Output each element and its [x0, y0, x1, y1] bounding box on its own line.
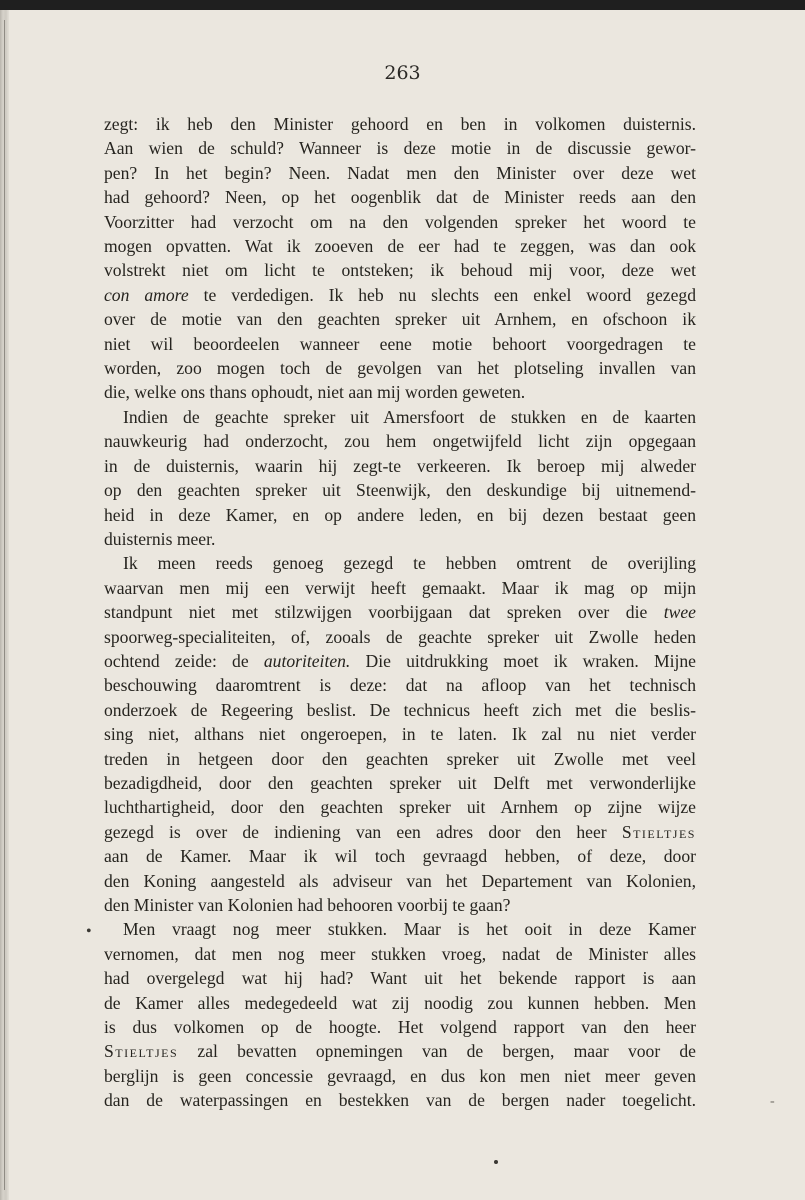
text-segment: onderzoek de Regeering beslist. De technicus heeft zich met die beslis- [104, 699, 696, 720]
text-line [104, 893, 696, 917]
text-line [104, 405, 696, 429]
text-line [104, 478, 696, 502]
text-line [104, 576, 696, 600]
text-line [104, 625, 696, 649]
body-text [104, 112, 696, 1113]
text-line [104, 161, 696, 185]
text-line [104, 698, 696, 722]
text-line [104, 795, 696, 819]
small-caps-name: Stieltjes [104, 1041, 179, 1062]
text-line [104, 966, 696, 990]
text-segment: berglijn is geen concessie gevraagd, en dus kon men niet meer geven [104, 1065, 696, 1086]
text-segment: ochtend zeide: de [104, 650, 264, 671]
margin-dash-mark: - [770, 1094, 775, 1109]
text-segment: sing niet, althans niet ongeroepen, in te laten. Ik zal nu niet verder [104, 724, 696, 745]
binding-line [4, 20, 5, 1190]
text-line [104, 747, 696, 771]
text-segment: is dus volkomen op de hoogte. Het volgend rapport van den heer [104, 1017, 696, 1038]
text-segment: den Koning aangesteld als adviseur van het Departement van Kolonien, [104, 870, 696, 891]
text-line [104, 527, 696, 551]
text-line [104, 673, 696, 697]
text-segment: die, welke ons thans ophoudt, niet aan mij worden geweten. [104, 382, 526, 403]
text-segment: niet wil beoordeelen wanneer eene motie behoort voorgedragen te [104, 333, 696, 354]
text-line [104, 185, 696, 209]
text-line [104, 722, 696, 746]
scan-top-border [0, 0, 805, 10]
text-line [104, 112, 696, 136]
text-line [104, 429, 696, 453]
text-segment: te verdedigen. Ik heb nu slechts een enkel woord gezegd [188, 284, 697, 305]
text-segment: zal bevatten opnemingen van de bergen, maar voor de [178, 1041, 696, 1062]
text-segment: Aan wien de schuld? Wanneer is deze motie in de discussie gewor- [104, 138, 696, 159]
text-line [104, 1015, 696, 1039]
small-caps-name: Stieltjes [621, 821, 696, 842]
text-line [104, 307, 696, 331]
text-segment: de Kamer alles medegedeeld wat zij noodig zou kunnen hebben. Men [104, 992, 696, 1013]
text-line [104, 1088, 696, 1112]
text-line [104, 1039, 696, 1063]
text-segment: Die uitdrukking moet ik wraken. Mijne [350, 650, 696, 671]
text-line [104, 332, 696, 356]
text-segment: Men vraagt nog meer stukken. Maar is het ooit in deze Kamer [123, 919, 696, 940]
text-segment: zegt: ik heb den Minister gehoord en ben in volkomen duisternis. [104, 114, 696, 134]
text-segment: standpunt niet met stilzwijgen voorbijgaan dat spreken over die [104, 602, 664, 623]
text-line [104, 356, 696, 380]
text-segment: heid in deze Kamer, en op andere leden, en bij dezen bestaat geen [104, 504, 696, 525]
italic-phrase: autoriteiten. [263, 650, 351, 671]
text-segment: vernomen, dat men nog meer stukken vroeg, nadat de Minister alles [104, 943, 696, 964]
text-line [104, 258, 696, 282]
text-line [104, 136, 696, 160]
text-segment: worden, zoo mogen toch de gevolgen van het plotseling invallen van [104, 358, 696, 379]
text-segment: volstrekt niet om licht te ontsteken; ik behoud mij voor, deze wet [104, 260, 696, 281]
text-line [104, 942, 696, 966]
text-line [104, 503, 696, 527]
text-segment: duisternis meer. [104, 528, 216, 549]
text-segment: spoorweg-specialiteiten, of, zooals de geachte spreker uit Zwolle heden [104, 626, 696, 647]
text-line [104, 210, 696, 234]
text-line [104, 771, 696, 795]
text-segment: waarvan men mij een verwijt heeft gemaakt. Maar ik mag op mijn [104, 577, 696, 598]
text-segment: aan de Kamer. Maar ik wil toch gevraagd hebben, of deze, door [104, 846, 696, 867]
text-segment: op den geachten spreker uit Steenwijk, den deskundige bij uitnemend- [104, 480, 696, 501]
text-segment: mogen opvatten. Wat ik zooeven de eer had te zeggen, was dan ook [104, 236, 696, 257]
text-segment: had overgelegd wat hij had? Want uit het bekende rapport is aan [104, 968, 696, 989]
text-segment: in de duisternis, waarin hij zegt-te verkeeren. Ik beroep mij alweder [104, 455, 696, 476]
text-segment: treden in hetgeen door den geachten spreker uit Zwolle met veel [104, 748, 696, 769]
text-line [104, 454, 696, 478]
text-segment: nauwkeurig had onderzocht, zou hem ongetwijfeld licht zijn opgegaan [104, 431, 696, 452]
text-line [104, 551, 696, 575]
text-line [104, 917, 696, 941]
text-line [104, 869, 696, 893]
text-line [104, 820, 696, 844]
italic-phrase: con amore [104, 284, 189, 305]
text-line [104, 380, 696, 404]
text-line [104, 991, 696, 1015]
margin-bullet-mark: • [86, 923, 92, 940]
text-segment: Indien de geachte spreker uit Amersfoort de stukken en de kaarten [123, 406, 696, 427]
text-line [104, 234, 696, 258]
page-speck [494, 1160, 498, 1164]
text-segment: pen? In het begin? Neen. Nadat men den Minister over deze wet [104, 162, 696, 183]
text-segment: Voorzitter had verzocht om na den volgenden spreker het woord te [104, 211, 696, 232]
text-segment: gezegd is over de indiening van een adres door den heer [104, 821, 622, 842]
text-segment: Ik meen reeds genoeg gezegd te hebben omtrent de overijling [123, 553, 696, 574]
text-line [104, 1064, 696, 1088]
text-line [104, 283, 696, 307]
text-segment: dan de waterpassingen en bestekken van de bergen nader toegelicht. [104, 1090, 696, 1111]
text-segment: had gehoord? Neen, op het oogenblik dat de Minister reeds aan den [104, 187, 696, 208]
italic-phrase: twee [663, 602, 696, 623]
text-line [104, 649, 696, 673]
text-line [104, 844, 696, 868]
text-segment: bezadigdheid, door den geachten spreker uit Delft met verwonderlijke [104, 772, 696, 793]
page-number: 263 [384, 62, 421, 84]
text-segment: beschouwing daaromtrent is deze: dat na afloop van het technisch [104, 675, 696, 696]
text-segment: over de motie van den geachten spreker uit Arnhem, en ofschoon ik [104, 309, 696, 330]
text-line [104, 600, 696, 624]
text-segment: den Minister van Kolonien had behooren voorbij te gaan? [104, 895, 511, 915]
text-segment: luchthartigheid, door den geachten spreker uit Arnhem op zijne wijze [104, 797, 696, 818]
